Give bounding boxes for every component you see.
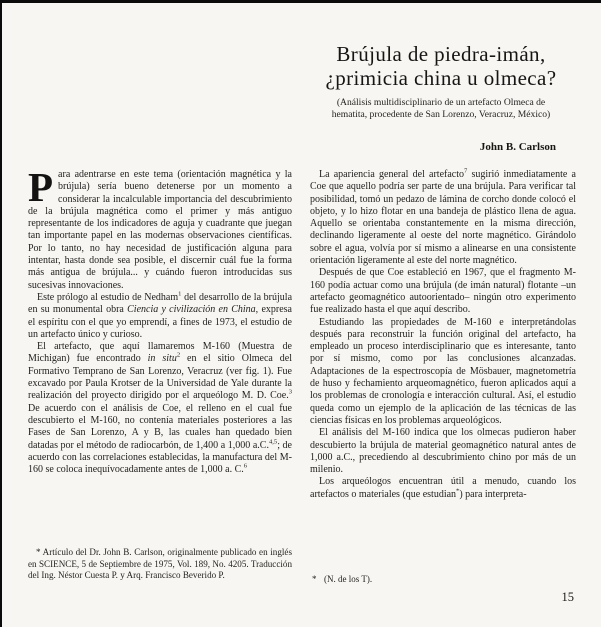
scan-edge-left (0, 0, 2, 627)
text-segment: ; de acuerdo con las correlaciones establecidas, la manufactura del M-160 se coloca inequívocadamente antes de 1,000 a. C. (28, 439, 292, 476)
text-segment: Después de que Coe estableció en 1967, que el fragmento M-160 podía actuar como una brújula (de imán natural) flotante –un artefacto geomagnético autoorientado– ningún otro experimento fue realizado hasta el que aquí describo. (310, 267, 576, 316)
paragraph (310, 476, 576, 501)
footnote-reference: 6 (243, 462, 248, 470)
translation-credit-footnote (28, 547, 292, 582)
article-title-line1: Brújula de piedra-imán, (336, 42, 546, 66)
footnote-reference: 1 (178, 290, 182, 298)
footnote-reference: 2 (176, 352, 181, 360)
author-byline: John B. Carlson (479, 141, 556, 154)
text-segment: ara adentrarse en este tema (orientación magnética y la brújula) sería bueno detenerse por un momento a considerar la incalculable importancia del descubrimiento de la brújula magnética como el primer y más antiguo representante de los indicadores de aguja y cuadrante que juegan tan importante papel en las modernas observaciones científicas. Por lo tanto, no hay necesidad de justificación alguna para intentar, hasta donde sea posible, el discernir cuál fue la forma más antigua de brújula... y cuándo fueron introducidas sus sucesivas innovaciones. (28, 169, 292, 291)
paragraph (28, 547, 292, 582)
text-segment: Ciencia y civilización en China, (127, 304, 259, 316)
footnote-reference: 4,5 (268, 438, 278, 446)
footnote-reference: * (456, 487, 460, 495)
paragraph (310, 169, 576, 267)
translators-note-footnote (312, 574, 578, 585)
paragraph (310, 317, 576, 428)
right-text-column (310, 169, 576, 501)
paragraph (28, 341, 292, 476)
text-segment: Estudiando las propiedades de M-160 e interpretándolas después para reconstruir la función original del artefacto, ha empleado un proceso interdisciplinario que es interesante, tanto por sí mismo, como por las conclusiones alcanzadas. Adaptaciones de la espectroscopía de Mösbauer, magnetometría de huso y fechamiento arqueomagnético, fueron aplicados aquí a los problemas de cronología e interacción cultural. Así, el estudio queda como un ejemplo de la aplicación de las técnicas de las ciencias físicas en los problemas arqueológicos. (310, 316, 576, 426)
article-subtitle-line1: (Análisis multidisciplinario de un artefacto Olmeca de (336, 97, 546, 108)
paragraph (28, 164, 292, 292)
text-segment: * Artículo del Dr. John B. Carlson, originalmente publicado en inglés en SCIENCE, 5 de Septiembre de 1975, Vol. 189, No. 4205. Traducción del Ing. Néstor Cuesta P. y Arq. Francisco Beverido P. (28, 547, 292, 581)
text-segment: sugirió inmediatamente a Coe que aquello podría ser parte de una brújula. Para verificar tal posibilidad, tomó un pedazo de lámina de corcho donde colocó el objeto, y lo hizo flotar en una bandeja de plástico llena de agua. Aquello se orientaba constantemente en la misma dirección, declinando ligeramente al oeste del norte magnético. Girándolo sobre el agua, volvía por sí mismo a alinearse en una consistente orientación ligeramente al este del norte magnético. (310, 169, 576, 267)
text-segment: expresa el espíritu con el que yo emprendí, a fines de 1973, el estudio de un artefacto único y curioso. (28, 304, 292, 340)
article-subtitle-line2: hematita, procedente de San Lorenzo, Veracruz, México) (331, 108, 551, 120)
footnote-asterisk-marker: * (312, 574, 317, 584)
paragraph (310, 267, 576, 316)
footnote-reference: 7 (464, 167, 468, 175)
dropcap-letter: P (28, 164, 54, 210)
text-segment: in situ (147, 353, 177, 365)
article-subtitle (293, 97, 589, 120)
text-segment: en el sitio Olmeca del Formativo Temprano de San Lorenzo, Veracruz (ver fig. 1). Fue excavado por Paula Krotser de la Universidad de Yale durante la realización del proyecto dirigido por el arqueólogo M. D. Coe. (28, 353, 292, 402)
text-segment: De acuerdo con el análisis de Coe, el relleno en el cual fue descubierto el M-160, no contenía materiales posteriores a las Fases de San Lorenzo, A y B, las cuales han quedado bien datadas por el método de radiocarbón, de 1,400 a 1,000 a.C. (28, 402, 292, 451)
footnote-reference: 3 (288, 389, 292, 397)
scan-edge-top (0, 0, 601, 3)
text-segment: Los arqueólogos encuentran útil a menudo, cuando los artefactos o materiales (que estudian (310, 476, 576, 500)
text-segment: Este prólogo al estudio de Nedham (37, 291, 179, 303)
text-segment: El artefacto, que aquí llamaremos M-160 (Muestra de Michigan) fue encontrado (28, 341, 292, 365)
article-header (293, 42, 589, 153)
text-segment: El análisis del M-160 indica que los olmecas pudieron haber descubierto la brújula de material geomagnético natural antes de 1,000 a.C., precediendo al descubrimiento chino por más de un milenio. (310, 427, 576, 476)
footnote-text: (N. de los T). (324, 574, 373, 584)
left-text-column (28, 164, 293, 476)
page-number: 15 (561, 590, 574, 604)
paragraph (28, 292, 292, 341)
paragraph (310, 427, 576, 476)
text-segment: La apariencia general del artefacto (319, 169, 465, 180)
article-title-line2: ¿primicia china u olmeca? (325, 66, 557, 90)
text-segment: ) para interpreta- (459, 488, 527, 500)
text-segment: del desarrollo de la brújula en su monumental obra (28, 291, 293, 316)
